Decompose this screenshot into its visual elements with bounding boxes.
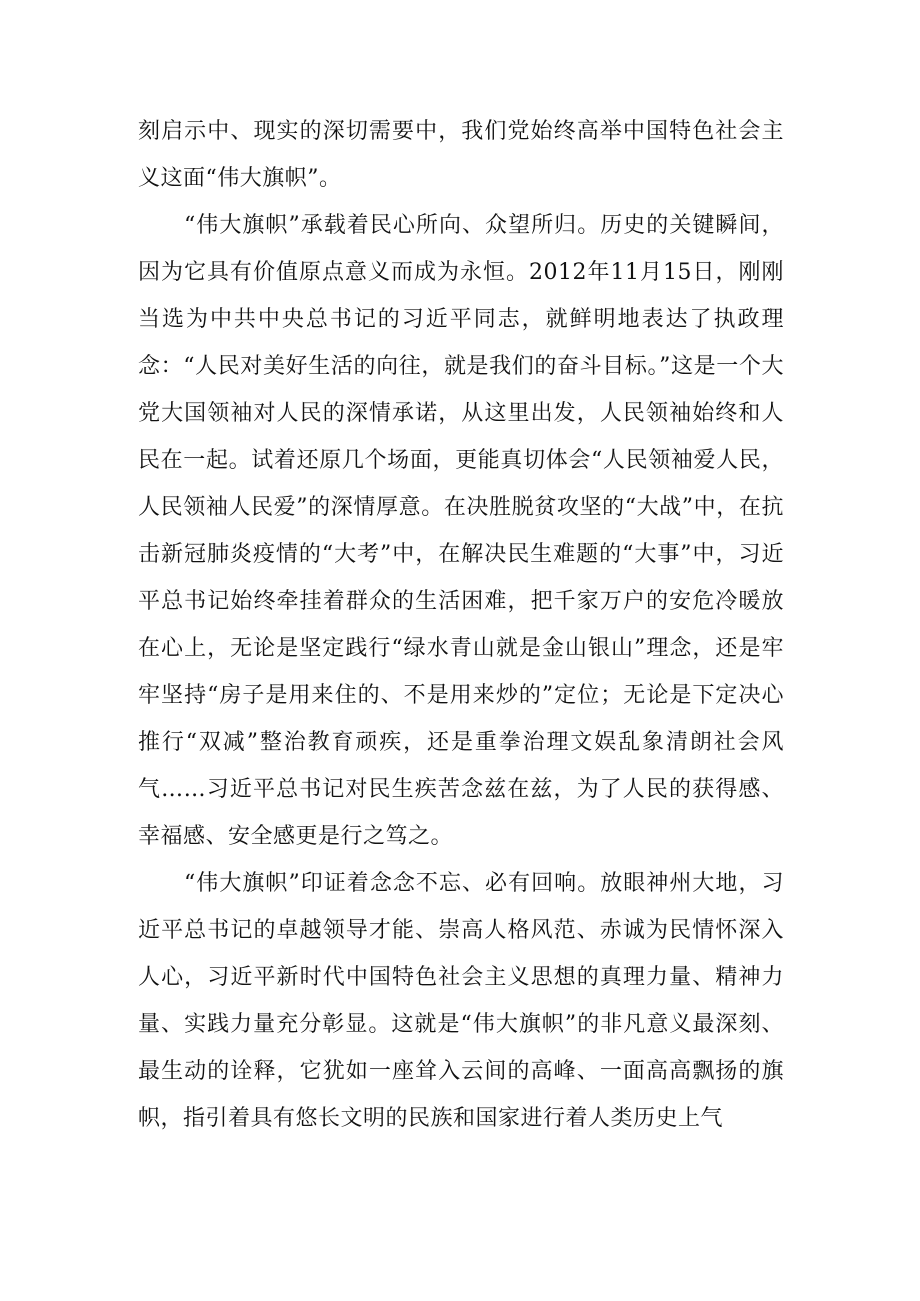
paragraph-1: 刻启示中、现实的深切需要中，我们党始终高举中国特色社会主义这面“伟大旗帜”。 bbox=[138, 119, 784, 191]
paragraph-3: “伟大旗帜”印证着念念不忘、必有回响。放眼神州大地，习近平总书记的卓越领导才能、崇高人格风范、赤诚为民情怀深入人心，习近平新时代中国特色社会主义思想的真理力量、精神力量、实践力量充分彰显。这就是“伟大旗帜”的非凡意义最深刻、最生动的诠释，它犹如一座耸入云间的高峰、一面高高飘扬的旗帜，指引着具有悠长文明的民族和国家进行着人类历史上气 bbox=[138, 871, 784, 1131]
document-body bbox=[138, 108, 784, 1142]
paragraph-2: “伟大旗帜”承载着民心所向、众望所归。历史的关键瞬间，因为它具有价值原点意义而成为永恒。2012年11月15日，刚刚当选为中共中央总书记的习近平同志，就鲜明地表达了执政理念：“人民对美好生活的向往，就是我们的奋斗目标。”这是一个大党大国领袖对人民的深情承诺，从这里出发，人民领袖始终和人民在一起。试着还原几个场面，更能真切体会“人民领袖爱人民，人民领袖人民爱”的深情厚意。在决胜脱贫攻坚的“大战”中，在抗击新冠肺炎疫情的“大考”中，在解决民生难题的“大事”中，习近平总书记始终牵挂着群众的生活困难，把千家万户的安危冷暖放在心上，无论是坚定践行“绿水青山就是金山银山”理念，还是牢牢坚持“房子是用来住的、不是用来炒的”定位；无论是下定决心推行“双减”整治教育顽疾，还是重拳治理文娱乱象清朗社会风气……习近平总书记对民生疾苦念兹在兹，为了人民的获得感、幸福感、安全感更是行之笃之。 bbox=[138, 213, 784, 849]
